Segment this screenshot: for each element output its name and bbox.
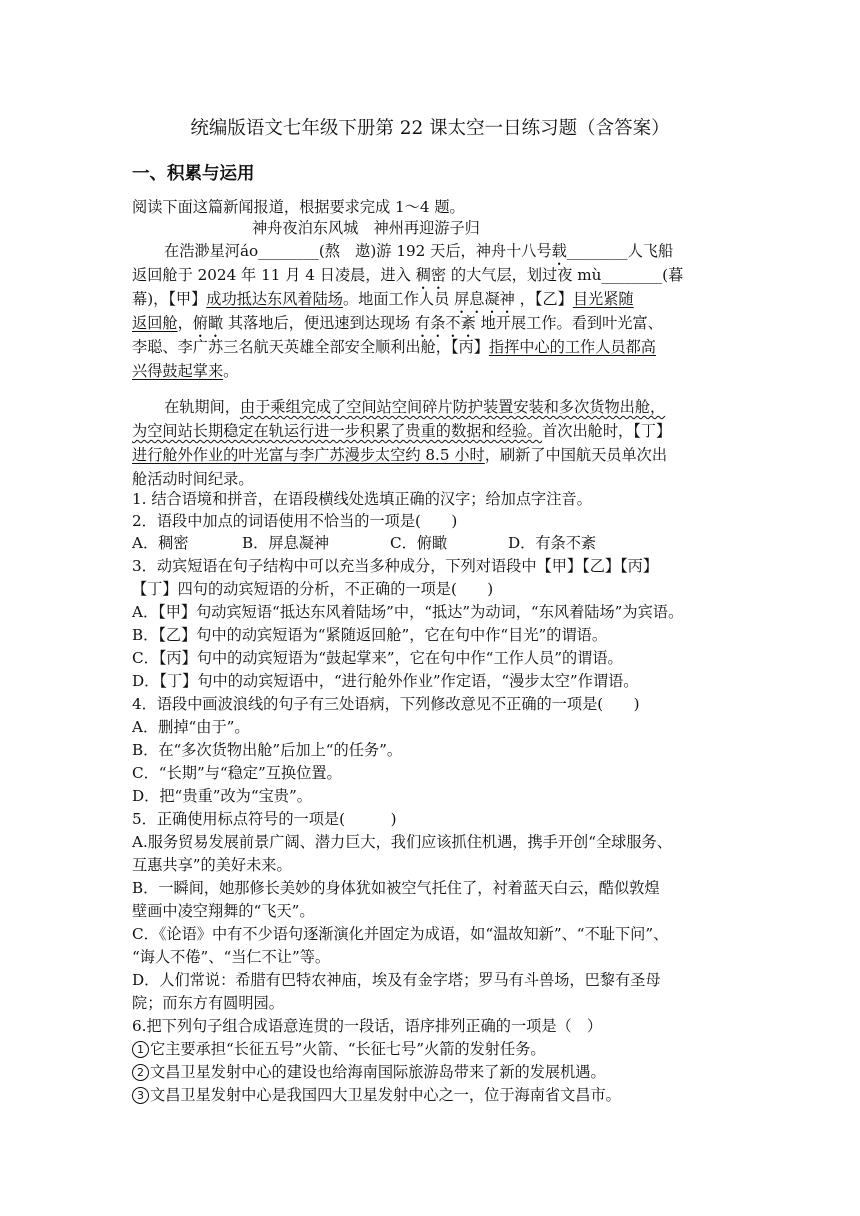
question-4-option-a: A．删掉“由于”。: [132, 718, 250, 736]
question-5-option-a-line-1: A.服务贸易发展前景广阔、潜力巨大，我们应该抓住机遇，携手开创“全球服务、: [132, 833, 672, 851]
news-headline: 神舟夜泊东风城 神州再迎游子归: [252, 219, 480, 237]
paragraph-1-line-2: 返回舱于 2024 年 11 月 4 日凌晨，进入 稠密 的大气层，划过夜 mù________(暮: [132, 266, 684, 284]
paragraph-1-line-5: 李聪、李广苏三名航天英雄全部安全顺利出舱，【丙】指挥中心的工作人员都高: [132, 338, 656, 356]
question-4-option-b: B．在“多次货物出舱”后加上“的任务”。: [132, 741, 403, 759]
paragraph-2-line-2: 为空间站长期稳定在轨运行进一步积累了贵重的数据和经验。首次出舱时，【丁】: [132, 422, 672, 440]
question-5-option-b-line-2: 壁画中凌空翔舞的“飞天”。: [132, 902, 315, 920]
paragraph-2-line-3: 进行舱外作业的叶光富与李广苏漫步太空约 8.5 小时，刷新了中国航天员单次出: [132, 446, 667, 464]
paragraph-2-line-1: 在轨期间，由于乘组完成了空间站空间碎片防护装置安装和多次货物出舱，: [164, 398, 666, 416]
q2-option-a: A．稠密: [132, 534, 189, 552]
question-5-option-d-line-2: 院；而东方有圆明园。: [132, 994, 284, 1012]
q2-option-b: B．屏息凝神: [242, 534, 330, 552]
question-3-line-1: 3．动宾短语在句子结构中可以充当多种成分，下列对语段中【甲】【乙】【丙】: [132, 557, 659, 575]
page-title: 统编版语文七年级下册第 22 课太空一日练习题（含答案）: [190, 118, 670, 139]
question-6-sentence-3: 3 文昌卫星发射中心是我国四大卫星发射中心之一，位于海南省文昌市。: [132, 1084, 621, 1106]
question-3-option-b: B．【乙】句中的动宾短语为“紧随返回舱”，它在句中作“目光”的谓语。: [132, 626, 608, 644]
paragraph-1-line-3: 幕)，【甲】成功抵达东风着陆场。地面工作人员 屏息凝神 ，【乙】目光紧随: [132, 290, 634, 308]
question-6-sentence-2: 2 文昌卫星发射中心的建设也给海南国际旅游岛带来了新的发展机遇。: [132, 1061, 606, 1083]
paragraph-1-line-6: 兴得鼓起掌来。: [132, 362, 239, 380]
question-6-sentence-1: 1 它主要承担“长征五号”火箭、“长征七号”火箭的发射任务。: [132, 1038, 546, 1060]
question-5-option-d-line-1: D．人们常说：希腊有巴特农神庙，埃及有金字塔；罗马有斗兽场，巴黎有圣母: [132, 971, 661, 989]
question-4-option-d: D．把“贵重”改为“宝贵”。: [132, 787, 312, 805]
question-6: 6.把下列句子组合成语意连贯的一段话，语序排列正确的一项是（ ）: [132, 1017, 603, 1035]
question-5-option-a-line-2: 互惠共享”的美好未来。: [132, 856, 292, 874]
question-2: 2．语段中加点的词语使用不恰当的一项是( ): [132, 512, 458, 530]
question-5-option-c-line-2: “诲人不倦”、“当仁不让”等。: [132, 948, 331, 966]
paragraph-1-line-4: 返回舱，俯瞰 其落地后，便迅速到达现场 有条不紊 地开展工作。看到叶光富、: [132, 314, 663, 332]
question-1: 1. 结合语境和拼音，在语段横线处选填正确的汉字；给加点字注音。: [132, 490, 592, 508]
section-heading: 一、积累与运用: [132, 164, 255, 184]
question-5-option-c-line-1: C．《论语》中有不少语句逐渐演化并固定为成语，如“温故知新”、“不耻下问”、: [132, 925, 669, 943]
question-4-option-c: C．“长期”与“稳定”互换位置。: [132, 764, 342, 782]
circled-number-2: 2: [132, 1064, 149, 1081]
question-3-option-c: C．【丙】句中的动宾短语为“鼓起掌来”，它在句中作“工作人员”的谓语。: [132, 649, 623, 667]
paragraph-1-line-1: 在浩渺星河áo________(熬 遨)游 192 天后，神舟十八号载________人飞船: [164, 242, 674, 260]
paragraph-2-line-4: 舱活动时间纪录。: [132, 470, 254, 488]
q2-option-d: D．有条不紊: [508, 534, 597, 552]
intro-text: 阅读下面这篇新闻报道，根据要求完成 1～4 题。: [132, 198, 465, 216]
question-5: 5．正确使用标点符号的一项是( ): [132, 810, 397, 828]
circled-number-3: 3: [132, 1087, 149, 1104]
question-3-option-d: D．【丁】句中的动宾短语中，“进行舱外作业”作定语，“漫步太空”作谓语。: [132, 672, 639, 690]
question-3-option-a: A．【甲】句动宾短语“抵达东风着陆场”中，“抵达”为动词，“东风着陆场”为宾语。: [132, 603, 684, 621]
question-3-line-2: 【丁】四句的动宾短语的分析，不正确的一项是( ): [132, 580, 494, 598]
q2-option-c: C．俯瞰: [390, 534, 448, 552]
question-4: 4．语段中画波浪线的句子有三处语病，下列修改意见不正确的一项是( ): [132, 695, 640, 713]
circled-number-1: 1: [132, 1041, 149, 1058]
question-5-option-b-line-1: B．一瞬间，她那修长美妙的身体犹如被空气托住了，衬着蓝天白云，酷似敦煌: [132, 879, 660, 897]
